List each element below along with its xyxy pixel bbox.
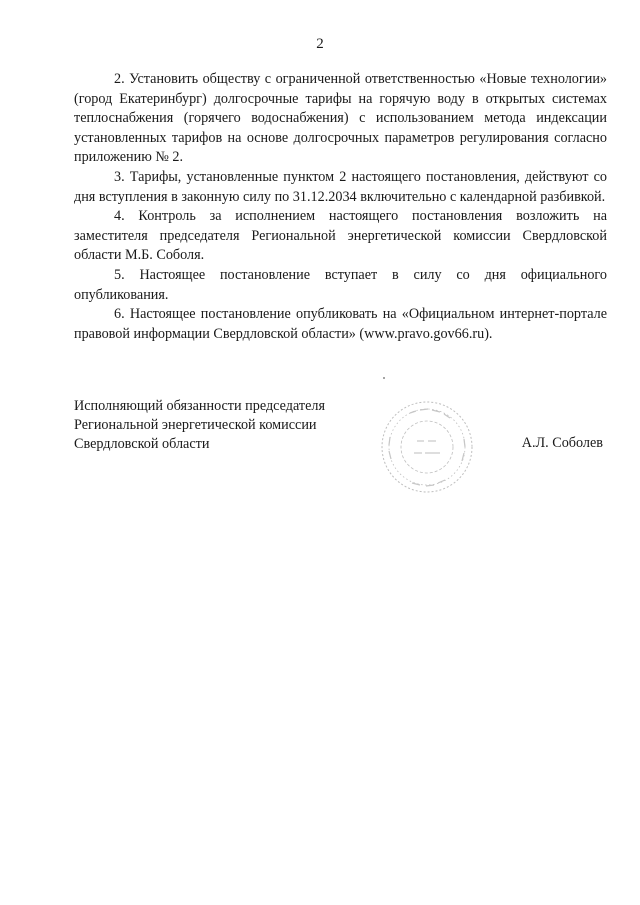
paragraph-item-3: 3. Тарифы, установленные пунктом 2 настоящего постановления, действуют со дня вступления в законную силу по 31.12.2034 включительно с календарной разбивкой. [74, 168, 607, 205]
scan-speck [383, 377, 385, 379]
paragraph-item-2: 2. Установить обществу с ограниченной ответственностью «Новые технологии» (город Екатеринбург) долгосрочные тарифы на горячую воду в открытых системах теплоснабжения (горячего водоснабжения) с использованием метода индексации установленных тарифов на основе долгосрочных параметров регулирования согласно приложению № 2. [74, 71, 607, 166]
paragraph-item-6: 6. Настоящее постановление опубликовать на «Официальном интернет-портале правовой информации Свердловской области» (www.pravo.gov66.ru). [74, 306, 607, 342]
paragraph-item-5: 5. Настоящее постановление вступает в силу со дня официального опубликования. [74, 266, 607, 303]
paragraph-item-4: 4. Контроль за исполнением настоящего постановления возложить на заместителя председателя Региональной энергетической комиссии Свердловской области М.Б. Соболя. [74, 208, 607, 264]
official-seal-stamp [372, 397, 482, 497]
signatory-title-line: Исполняющий обязанности председателя [74, 398, 325, 414]
page-number: 2 [316, 36, 324, 52]
signature-block [74, 397, 607, 507]
signatory-title-line: Региональной энергетической комиссии [74, 417, 317, 433]
document-body [74, 70, 607, 344]
signatory-title [74, 397, 325, 454]
signatory-title-line: Свердловской области [74, 436, 210, 452]
signatory-name: А.Л. Соболев [521, 435, 603, 451]
